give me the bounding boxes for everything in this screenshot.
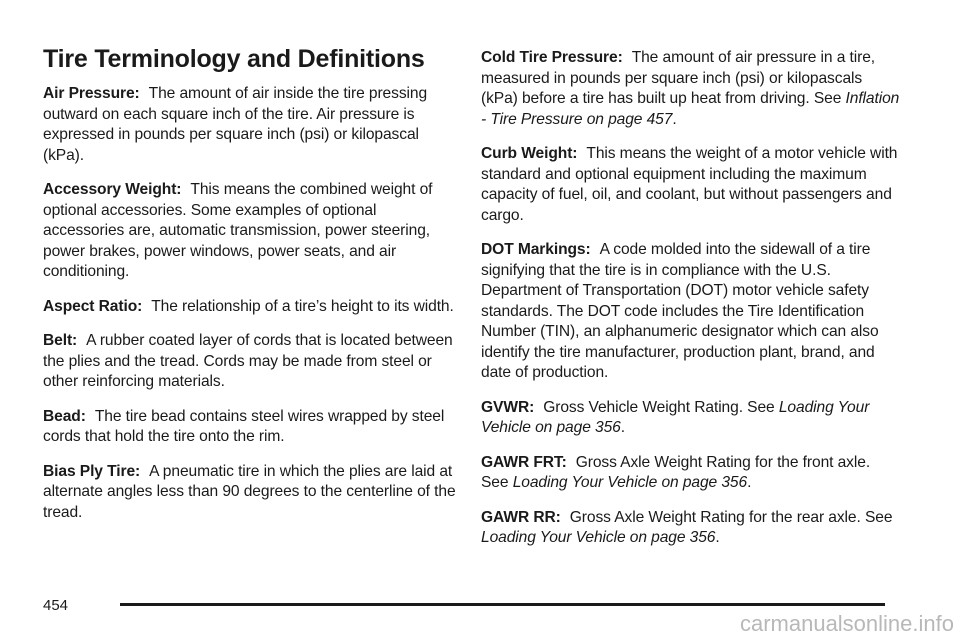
definition-text: A pneumatic tire in which the plies are laid at alternate angles less than 90 degrees to the centerline of the tread.: [43, 462, 456, 521]
definition-belt: [43, 331, 461, 393]
definition-gawr-rr: [481, 508, 901, 549]
cross-reference-link[interactable]: Loading Your Vehicle on page 356: [481, 398, 870, 436]
definition-text: Gross Axle Weight Rating for the front axle. See: [481, 453, 871, 491]
definition-text: The relationship of a tire’s height to its width.: [151, 297, 454, 315]
definition-text: A code molded into the sidewall of a tire signifying that the tire is in compliance with the U.S. Department of Transportation (DOT) motor vehicle safety standards. The DOT code includes the Tire Identification Number (TIN), an alphanumeric designator which can also identify the tire manufacturer, production plant, brand, and date of production.: [481, 241, 879, 381]
page-title: Tire Terminology and Definitions: [43, 45, 425, 73]
definition-text: A rubber coated layer of cords that is located between the plies and the tread. Cords may be made from steel or other reinforcing materials.: [43, 332, 453, 390]
definition-bead: [43, 407, 461, 448]
definition-term: GVWR:: [481, 398, 535, 416]
definition-term: Accessory Weight:: [43, 181, 182, 198]
definition-cold-tire-pressure: [481, 48, 901, 130]
watermark: carmanualsonline.info: [739, 611, 954, 636]
definition-term: Air Pressure:: [43, 85, 140, 102]
definition-term: Curb Weight:: [481, 145, 578, 162]
definition-term: Bias Ply Tire:: [43, 462, 141, 480]
definition-tail: .: [620, 419, 625, 436]
definition-tail: .: [672, 110, 677, 128]
cross-reference-link[interactable]: Inflation - Tire Pressure on page 457: [481, 90, 900, 128]
definition-gvwr: [481, 398, 901, 439]
definition-text: The amount of air inside the tire pressing outward on each square inch of the tire. Air pressure is expressed in pounds per square inch (psi) or kilopascal (kPa).: [43, 85, 428, 164]
definition-term: DOT Markings:: [481, 241, 591, 258]
definition-aspect-ratio: [43, 297, 461, 318]
definition-text: Gross Axle Weight Rating for the rear axle. See: [569, 508, 893, 526]
definition-term: GAWR RR:: [481, 508, 561, 526]
definition-text: The amount of air pressure in a tire, measured in pounds per square inch (psi) or kilopascals (kPa) before a tire has built up heat from driving. See: [481, 49, 876, 107]
definition-gawr-frt: [481, 453, 901, 494]
definition-text: Gross Vehicle Weight Rating. See: [543, 398, 775, 416]
page-number: 454: [43, 597, 69, 614]
definition-curb-weight: [481, 144, 901, 226]
definition-air-pressure: [43, 84, 461, 166]
definition-term: GAWR FRT:: [481, 453, 567, 471]
definition-accessory-weight: [43, 180, 461, 283]
definition-term: Cold Tire Pressure:: [481, 49, 623, 66]
definition-term: Belt:: [43, 332, 78, 349]
definition-tail: .: [715, 529, 720, 546]
definition-text: This means the weight of a motor vehicle with standard and optional equipment including the maximum capacity of fuel, oil, and coolant, but without passengers and cargo.: [481, 145, 898, 224]
right-column: [481, 48, 901, 563]
definition-dot-markings: [481, 240, 901, 384]
cross-reference-link[interactable]: Loading Your Vehicle on page 356: [481, 529, 716, 546]
left-column: [43, 84, 461, 537]
definition-text: The tire bead contains steel wires wrapped by steel cords that hold the tire onto the rim.: [43, 407, 445, 445]
definition-term: Aspect Ratio:: [43, 297, 143, 315]
cross-reference-link[interactable]: Loading Your Vehicle on page 356: [512, 474, 748, 491]
definition-text: This means the combined weight of optional accessories. Some examples of optional accessories are, automatic transmission, power steering, power brakes, power windows, power seats, and air conditioning.: [43, 181, 433, 280]
definition-term: Bead:: [43, 407, 86, 425]
footer-rule: [120, 603, 885, 606]
definition-tail: .: [747, 474, 752, 491]
definition-bias-ply-tire: [43, 462, 461, 524]
